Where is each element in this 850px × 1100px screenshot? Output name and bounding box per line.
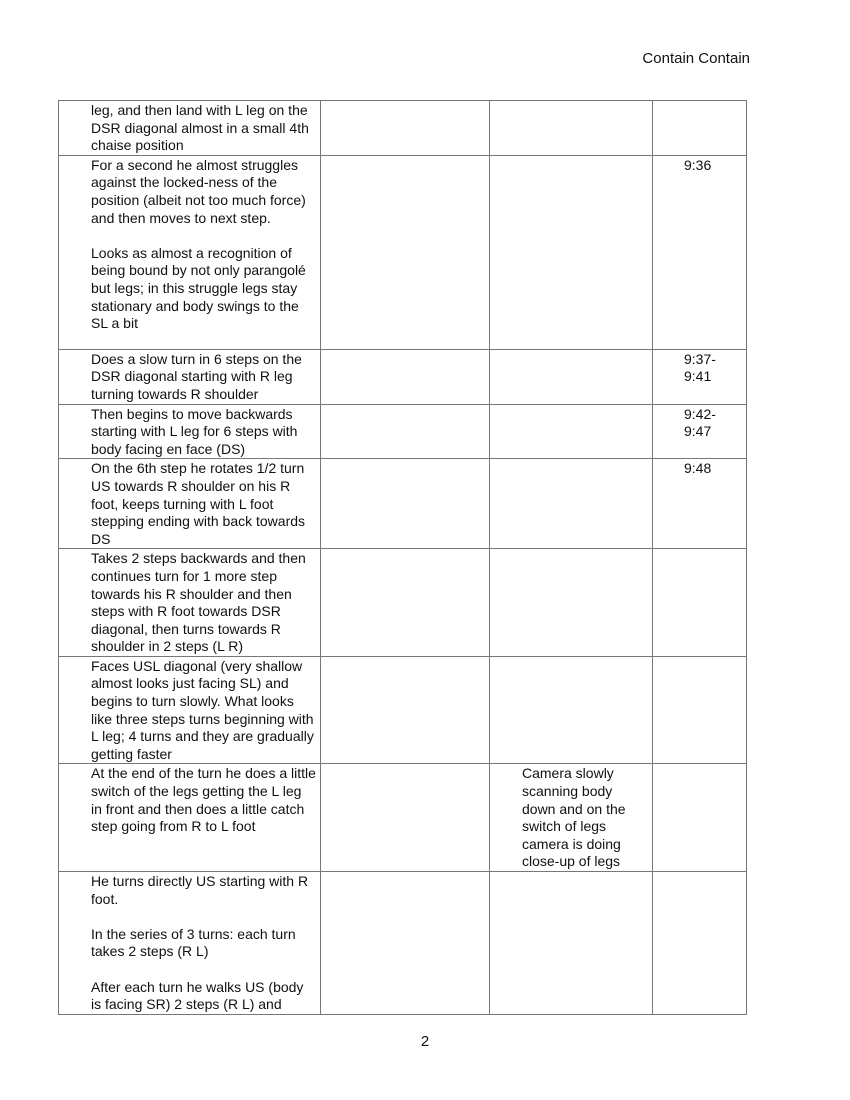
- notes-cell: [321, 155, 490, 349]
- camera-note-cell: [490, 872, 653, 1015]
- table-row: [59, 155, 747, 349]
- camera-note-cell: [490, 349, 653, 404]
- camera-note-cell: [490, 549, 653, 657]
- table-body: [59, 101, 747, 1015]
- timecode-cell: [653, 101, 747, 156]
- description-paragraph: For a second he almost struggles against the locked-ness of the position (albeit not too much force) and then moves to next step.: [91, 156, 306, 226]
- description-paragraph: leg, and then land with L leg on the DSR diagonal almost in a small 4th chaise position: [91, 102, 309, 154]
- description-paragraph: Faces USL diagonal (very shallow almost looks just facing SL) and begins to turn slowly. What looks like three steps turns beginning with L leg; 4 turns and they are gradually getting faster: [91, 657, 314, 762]
- notes-cell: [321, 349, 490, 404]
- timecode-cell: 9:36: [653, 155, 747, 349]
- description-paragraph: He turns directly US starting with R foot.: [91, 873, 309, 907]
- camera-note-cell: [490, 404, 653, 459]
- description-paragraph: Does a slow turn in 6 steps on the DSR diagonal starting with R leg turning towards R shoulder: [91, 350, 302, 402]
- movement-description-cell: [59, 656, 321, 764]
- table-row: [59, 764, 747, 872]
- description-paragraph: At the end of the turn he does a little switch of the legs getting the L leg in front and then does a little catch step going from R to L foot: [91, 765, 316, 835]
- camera-note-cell: [490, 101, 653, 156]
- description-paragraph: On the 6th step he rotates 1/2 turn US towards R shoulder on his R foot, keeps turning with L foot stepping ending with back towards DS: [91, 460, 306, 547]
- notes-cell: [321, 656, 490, 764]
- description-paragraph: After each turn he walks US (body is facing SR) 2 steps (R L) and: [91, 978, 304, 1013]
- timecode-cell: [653, 764, 747, 872]
- timecode-cell: [653, 656, 747, 764]
- running-header: Contain Contain: [642, 50, 750, 67]
- camera-note-cell: Camera slowly scanning body down and on the switch of legs camera is doing close-up of legs: [490, 764, 653, 872]
- timecode-cell: [653, 549, 747, 657]
- movement-description-cell: [59, 349, 321, 404]
- timecode-cell: 9:37-9:41: [653, 349, 747, 404]
- table-row: [59, 549, 747, 657]
- description-paragraph: In the series of 3 turns: each turn takes 2 steps (R L): [91, 925, 296, 960]
- timecode-cell: 9:42-9:47: [653, 404, 747, 459]
- camera-note-cell: [490, 155, 653, 349]
- table-row: [59, 656, 747, 764]
- description-paragraph: Takes 2 steps backwards and then continues turn for 1 more step towards his R shoulder and then steps with R foot towards DSR diagonal, then turns towards R shoulder in 2 steps (L R): [91, 550, 306, 655]
- table-row: [59, 101, 747, 156]
- notes-cell: [321, 549, 490, 657]
- table-row: [59, 349, 747, 404]
- movement-description-cell: [59, 155, 321, 349]
- movement-description-cell: [59, 101, 321, 156]
- notes-cell: [321, 872, 490, 1015]
- table-row: [59, 872, 747, 1015]
- movement-description-cell: [59, 459, 321, 549]
- movement-description-cell: [59, 404, 321, 459]
- timecode-cell: [653, 872, 747, 1015]
- movement-score-table: [58, 100, 747, 1015]
- page-number: 2: [420, 1033, 430, 1050]
- table-row: [59, 459, 747, 549]
- timecode-cell: 9:48: [653, 459, 747, 549]
- notes-cell: [321, 764, 490, 872]
- notes-cell: [321, 101, 490, 156]
- camera-note-cell: [490, 656, 653, 764]
- table-row: [59, 404, 747, 459]
- notes-cell: [321, 459, 490, 549]
- notes-cell: [321, 404, 490, 459]
- description-paragraph: Looks as almost a recognition of being bound by not only parangolé but legs; in this struggle legs stay stationary and body swings to the SL a bit: [91, 244, 306, 332]
- camera-note-cell: [490, 459, 653, 549]
- movement-description-cell: [59, 764, 321, 872]
- movement-description-cell: [59, 872, 321, 1015]
- description-paragraph: Then begins to move backwards starting with L leg for 6 steps with body facing en face (DS): [91, 405, 298, 457]
- movement-description-cell: [59, 549, 321, 657]
